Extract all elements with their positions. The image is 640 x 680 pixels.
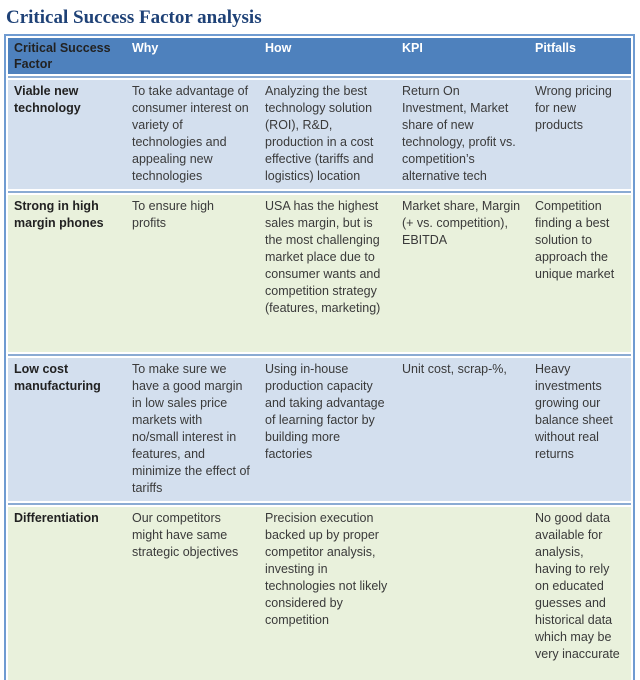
cell-why: Our competitors might have same strategic objectives bbox=[132, 511, 239, 559]
table-row-low-cost-manufacturing bbox=[8, 358, 631, 501]
cell-pitfalls: No good data available for analysis, having to rely on educated guesses and historical data which may be very inaccurate bbox=[535, 511, 620, 661]
cell-kpi: Return On Investment, Market share of new technology, profit vs. competition’s alternative tech bbox=[402, 84, 516, 183]
cell-kpi: Unit cost, scrap-%, bbox=[402, 362, 507, 376]
cell-why: To make sure we have a good margin in low sales price markets with no/small interest in features, and minimize the effect of tariffs bbox=[132, 362, 250, 495]
cell-pitfalls: Heavy investments growing our balance sheet without real returns bbox=[535, 362, 613, 461]
header-how: How bbox=[265, 41, 292, 55]
header-critical-success-factor: Critical Success Factor bbox=[14, 41, 111, 71]
cell-factor: Differentiation bbox=[14, 511, 99, 525]
header-kpi: KPI bbox=[402, 41, 423, 55]
cell-factor: Viable new technology bbox=[14, 84, 81, 115]
cell-factor: Strong in high margin phones bbox=[14, 199, 104, 230]
cell-why: To ensure high profits bbox=[132, 199, 215, 230]
cell-how: USA has the highest sales margin, but is the most challenging market place due to consumer wants and competition strategy (features, marketing) bbox=[265, 199, 381, 315]
cell-factor: Low cost manufacturing bbox=[14, 362, 101, 393]
table-row-differentiation bbox=[8, 507, 631, 680]
page-title: Critical Success Factor analysis bbox=[6, 7, 262, 28]
cell-kpi: Market share, Margin (+ vs. competition), EBITDA bbox=[402, 199, 521, 247]
table-row-strong-in-high-margin-phones bbox=[8, 195, 631, 352]
cell-pitfalls: Wrong pricing for new products bbox=[535, 84, 612, 132]
csf-analysis-table bbox=[4, 34, 635, 680]
cell-how: Precision execution backed up by proper competitor analysis, investing in technologies not likely considered by competition bbox=[265, 511, 388, 627]
row-divider bbox=[8, 76, 631, 78]
table-header-row bbox=[8, 38, 631, 74]
cell-pitfalls: Competition finding a best solution to approach the unique market bbox=[535, 199, 615, 281]
header-pitfalls: Pitfalls bbox=[535, 41, 576, 55]
cell-kpi bbox=[396, 507, 529, 680]
table-row-viable-new-technology bbox=[8, 80, 631, 189]
header-why: Why bbox=[132, 41, 159, 55]
cell-why: To take advantage of consumer interest on variety of technologies and appealing new technologies bbox=[132, 84, 249, 183]
row-divider bbox=[8, 503, 631, 505]
cell-how: Using in-house production capacity and taking advantage of learning factor by building more factories bbox=[265, 362, 385, 461]
cell-how: Analyzing the best technology solution (ROI), R&D, production in a cost effective (tariffs and logistics) location bbox=[265, 84, 374, 183]
row-divider bbox=[8, 191, 631, 193]
row-divider bbox=[8, 354, 631, 356]
